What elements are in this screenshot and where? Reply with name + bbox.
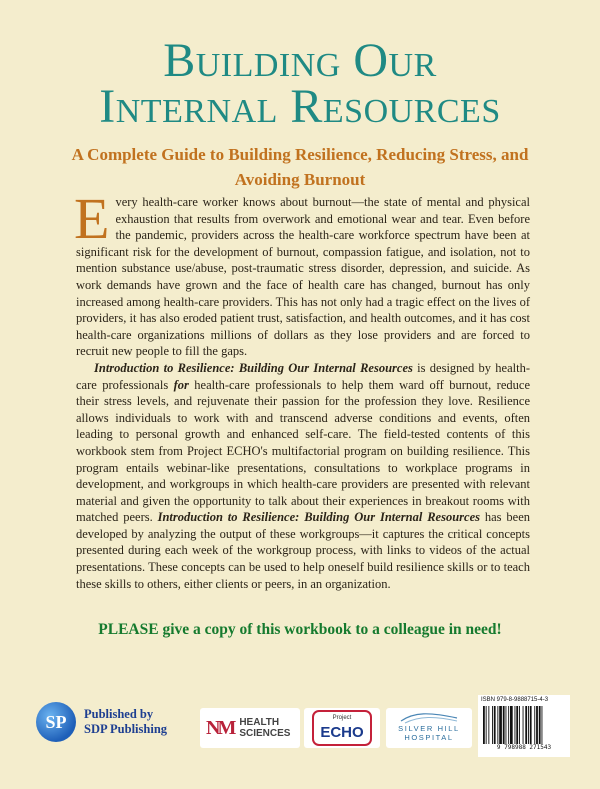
project-echo-logo [304, 708, 380, 748]
subtitle-line-1: A Complete Guide to Building Resilience, Reducing Stress, and [71, 145, 529, 164]
unm-health-sciences-logo [200, 708, 300, 748]
drop-cap: E [74, 186, 110, 251]
barcode-bars [481, 706, 567, 744]
publisher-logo-letters: SP [45, 711, 67, 732]
silver-line-1: SILVER HILL [398, 724, 460, 733]
call-to-action: PLEASE give a copy of this workbook to a colleague in need! [98, 621, 502, 638]
publisher-line-2: SDP Publishing [84, 722, 168, 736]
unm-text [239, 717, 290, 739]
publisher-line-1: Published by [84, 707, 154, 721]
silver-hill-hospital-logo [386, 708, 472, 748]
book-title [0, 34, 600, 133]
book-subtitle [60, 142, 540, 192]
paragraph-2 [76, 360, 530, 592]
unm-line-2: SCIENCES [239, 728, 291, 739]
subtitle-line-2: Avoiding Burnout [234, 170, 366, 189]
book-title-reference: Introduction to Resilience: Building Our Internal Resources [94, 360, 413, 375]
paragraph-1-text: very health-care worker knows about burnout—the state of mental and physical exhaustion that results from overwork and emotional wear and tear. Even before the pandemic, providers across the health-care workforce spectrum have been at significant risk for the development of burnout, compassion fatigue, and isolation, not to mention substance use/abuse, post-traumatic stress disorder, depression, and suicide. As work demands have grown and the face of health care has changed, burnout has only increased among health-care providers. This has not only had a tragic effect on the lives of providers, it has also eroded patient trust, satisfaction, and health outcomes, and it has cost health-care organizations millions of dollars as they lose providers and are forced to recruit new people to fill the gaps. [76, 195, 530, 359]
unm-line-1: HEALTH [239, 717, 280, 728]
echo-frame [312, 710, 371, 746]
barcode-number: 9 798988 271543 [496, 744, 552, 751]
emphasis-for: for [173, 377, 189, 392]
publisher-block [36, 702, 167, 742]
title-line-2: Internal Resources [99, 80, 501, 133]
unm-mark: NM [206, 716, 234, 739]
title-line-1: Building Our [163, 34, 437, 87]
paragraph-2-text-a: is designed by health-care professionals [76, 360, 530, 392]
silver-line-2: HOSPITAL [404, 733, 454, 742]
isbn-text: ISBN 979-8-9888715-4-3 [481, 697, 549, 703]
isbn-barcode [478, 695, 570, 757]
wave-icon [399, 712, 459, 724]
publisher-text [84, 707, 167, 737]
publisher-logo [36, 702, 76, 742]
paragraph-2-text-b: health-care professionals to help them ward off burnout, reduce their stress levels, and rejuvenate their passion for the profession they love. Resilience allows individuals to work with and transcend adverse conditions and events, often leading to personal growth and enhanced self-care. The field-tested contents of this workbook stem from Project ECHO's multifactorial program on building resilience. This program entails webinar-like presentations, consultations to workplace programs in development, and workgroups in which health-care providers are presented with relevant material and given the opportunity to talk about their experiences in breakout rooms with matched peers. [76, 377, 530, 525]
book-title-reference-2: Introduction to Resilience: Building Our Internal Resources [157, 510, 480, 525]
paragraph-1 [74, 186, 530, 360]
paragraph-2-text-c: has been developed by analyzing the output of these workgroups—it captures the critical concepts presented during each week of the workgroup process, with links to videos of the actual presentations. These concepts can be used to help oneself build resilience skills or to teach these skills to others, either clients or peers, in an organization. [76, 510, 531, 591]
echo-project-label: Project [332, 715, 352, 721]
echo-label: ECHO [320, 724, 364, 741]
description-text [74, 186, 531, 592]
